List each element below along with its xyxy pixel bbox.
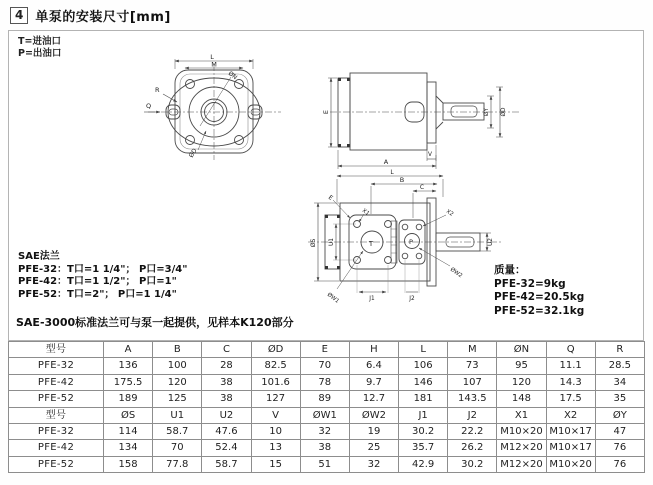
outlet-note: P=出油口: [18, 48, 62, 59]
column-header: Q: [546, 342, 595, 358]
value-cell: 134: [104, 440, 153, 456]
dim-label-j2: J2: [409, 296, 415, 302]
model-cell: PFE-42: [9, 374, 104, 390]
t-port-bolt-hole: [385, 257, 392, 264]
value-cell: 51: [300, 456, 349, 472]
value-cell: 82.5: [251, 358, 300, 374]
section-number-box: 4: [10, 7, 28, 24]
port-view-drawing: [308, 169, 502, 305]
value-cell: 14.3: [546, 374, 595, 390]
value-cell: 34: [595, 374, 644, 390]
mass-line: PFE-52=32.1kg: [494, 304, 585, 317]
value-cell: 52.4: [202, 440, 251, 456]
value-cell: 32: [349, 456, 398, 472]
bolt-hole: [235, 136, 244, 145]
value-cell: 175.5: [104, 374, 153, 390]
value-cell: 136: [104, 358, 153, 374]
value-cell: 30.2: [399, 424, 448, 440]
column-header: L: [399, 342, 448, 358]
value-cell: 32: [300, 424, 349, 440]
value-cell: 47: [595, 424, 644, 440]
sae-flange-title: SAE法兰: [18, 251, 60, 262]
value-cell: 25: [349, 440, 398, 456]
p-port-label: P: [409, 238, 413, 246]
value-cell: 107: [448, 374, 497, 390]
table-row: [9, 391, 645, 407]
model-cell: 型号: [9, 342, 104, 358]
mass-line: PFE-42=20.5kg: [494, 291, 585, 303]
dim-label-c: C: [419, 184, 425, 191]
value-cell: M12×20: [497, 456, 546, 472]
value-cell: 78: [300, 374, 349, 390]
value-cell: 114: [104, 424, 153, 440]
front-view-drawing: [144, 53, 281, 160]
column-header: C: [202, 342, 251, 358]
keyway: [451, 106, 477, 117]
dim-label-a: A: [383, 158, 389, 166]
column-header: J2: [448, 407, 497, 423]
model-cell: PFE-42: [9, 440, 104, 456]
dim-label-od: ØD: [187, 147, 199, 160]
page-title: 单泵的安装尺寸[mm]: [35, 10, 171, 25]
column-header: V: [251, 407, 300, 423]
value-cell: 58.7: [202, 456, 251, 472]
value-cell: 15: [251, 456, 300, 472]
dim-label-u1: U1: [329, 238, 335, 246]
model-cell: 型号: [9, 407, 104, 423]
side-view-drawing: [322, 73, 520, 169]
column-header: R: [595, 342, 644, 358]
value-cell: 10: [251, 424, 300, 440]
value-cell: 77.8: [153, 456, 202, 472]
value-cell: 73: [448, 358, 497, 374]
mount-flange: [427, 82, 436, 143]
value-cell: 26.2: [448, 440, 497, 456]
dim-label-x1: X1: [360, 207, 371, 218]
value-cell: 189: [104, 391, 153, 407]
column-header: ØD: [251, 342, 300, 358]
dim-label-ow1: ØW1: [325, 291, 340, 305]
value-cell: 76: [595, 456, 644, 472]
value-cell: 38: [202, 374, 251, 390]
value-cell: 19: [349, 424, 398, 440]
table-row: [9, 424, 645, 440]
dim-label-os: ØS: [310, 238, 317, 248]
value-cell: 6.4: [349, 358, 398, 374]
dimensions-table: [8, 341, 645, 473]
column-header: U2: [202, 407, 251, 423]
value-cell: 11.1: [546, 358, 595, 374]
shaft: [443, 103, 484, 120]
dim-label-ow2: ØW2: [448, 266, 464, 280]
value-cell: 35.7: [399, 440, 448, 456]
value-cell: 70: [300, 358, 349, 374]
table-body: [9, 342, 645, 473]
value-cell: 17.5: [546, 391, 595, 407]
dim-label-oy: ØY: [484, 107, 490, 117]
value-cell: 100: [153, 358, 202, 374]
value-cell: 42.9: [399, 456, 448, 472]
value-cell: 125: [153, 391, 202, 407]
column-header: U1: [153, 407, 202, 423]
p-port-bolt-hole: [402, 224, 408, 230]
model-cell: PFE-32: [9, 358, 104, 374]
dim-label-l: L: [210, 53, 214, 61]
bolt-hole: [235, 80, 244, 89]
value-cell: 101.6: [251, 374, 300, 390]
column-header: X2: [546, 407, 595, 423]
value-cell: 146: [399, 374, 448, 390]
model-cell: PFE-52: [9, 391, 104, 407]
value-cell: 148: [497, 391, 546, 407]
value-cell: 38: [300, 440, 349, 456]
column-header: A: [104, 342, 153, 358]
value-cell: 12.7: [349, 391, 398, 407]
value-cell: 30.2: [448, 456, 497, 472]
value-cell: 28.5: [595, 358, 644, 374]
sae-line: PFE-42：T口=1 1/2"； P口=1": [18, 276, 177, 287]
table-header-row: [9, 407, 645, 423]
value-cell: 70: [153, 440, 202, 456]
dim-label-v: V: [428, 152, 432, 158]
p-port-bolt-hole: [416, 253, 422, 259]
p-port-bolt-hole: [416, 224, 422, 230]
column-header: J1: [399, 407, 448, 423]
dim-label-r: R: [155, 86, 160, 94]
model-cell: PFE-52: [9, 456, 104, 472]
dim-label-b: B: [399, 176, 405, 184]
column-header: ØN: [497, 342, 546, 358]
dim-label-u2: U2: [488, 238, 494, 246]
dim-label-port-e: E: [326, 194, 335, 202]
value-cell: 22.2: [448, 424, 497, 440]
t-port-label: T: [368, 240, 374, 248]
t-port-bolt-hole: [385, 221, 392, 228]
dim-label-q: Q: [146, 102, 152, 110]
table-header-row: [9, 342, 645, 358]
table-row: [9, 440, 645, 456]
value-cell: 95: [497, 358, 546, 374]
column-header: ØW1: [300, 407, 349, 423]
value-cell: M10×20: [497, 424, 546, 440]
dim-label-on: ØN: [226, 70, 239, 82]
column-header: ØS: [104, 407, 153, 423]
model-cell: PFE-32: [9, 424, 104, 440]
value-cell: M10×17: [546, 440, 595, 456]
column-header: ØW2: [349, 407, 398, 423]
p-port-bolt-hole: [402, 253, 408, 259]
sae-line: PFE-32：T口=1 1/4"； P口=3/4": [18, 263, 188, 275]
sae3000-note: SAE-3000标准法兰可与泵一起提供，见样本K120部分: [16, 316, 294, 329]
value-cell: 143.5: [448, 391, 497, 407]
value-cell: M12×20: [497, 440, 546, 456]
value-cell: 9.7: [349, 374, 398, 390]
dim-label-x2: X2: [444, 208, 455, 218]
column-header: H: [349, 342, 398, 358]
value-cell: 47.6: [202, 424, 251, 440]
flange-inner-line: [180, 74, 248, 149]
column-header: ØY: [595, 407, 644, 423]
rear-cap: [338, 78, 350, 147]
dim-label-e: E: [322, 109, 330, 115]
table-row: [9, 374, 645, 390]
value-cell: 120: [153, 374, 202, 390]
column-header: B: [153, 342, 202, 358]
value-cell: 13: [251, 440, 300, 456]
dim-label-j1: J1: [369, 296, 375, 302]
value-cell: 120: [497, 374, 546, 390]
dim-label-port-l: L: [390, 169, 394, 176]
column-header: X1: [497, 407, 546, 423]
value-cell: 89: [300, 391, 349, 407]
value-cell: 28: [202, 358, 251, 374]
column-header: M: [448, 342, 497, 358]
inlet-note: T=进油口: [18, 36, 61, 47]
sae-line: PFE-52：T口=2"； P口=1 1/4": [18, 288, 177, 300]
value-cell: 106: [399, 358, 448, 374]
mass-line: PFE-32=9kg: [494, 277, 566, 290]
table-row: [9, 456, 645, 472]
value-cell: 158: [104, 456, 153, 472]
value-cell: 35: [595, 391, 644, 407]
value-cell: 127: [251, 391, 300, 407]
value-cell: 38: [202, 391, 251, 407]
value-cell: M10×17: [546, 424, 595, 440]
value-cell: M10×20: [546, 456, 595, 472]
value-cell: 58.7: [153, 424, 202, 440]
pump-body-side: [350, 73, 427, 150]
dim-label-m: M: [211, 60, 217, 69]
dim-label-od-side: ØD: [501, 107, 507, 117]
table-row: [9, 358, 645, 374]
value-cell: 181: [399, 391, 448, 407]
column-header: E: [300, 342, 349, 358]
mass-title: 质量：: [494, 264, 526, 276]
value-cell: 76: [595, 440, 644, 456]
